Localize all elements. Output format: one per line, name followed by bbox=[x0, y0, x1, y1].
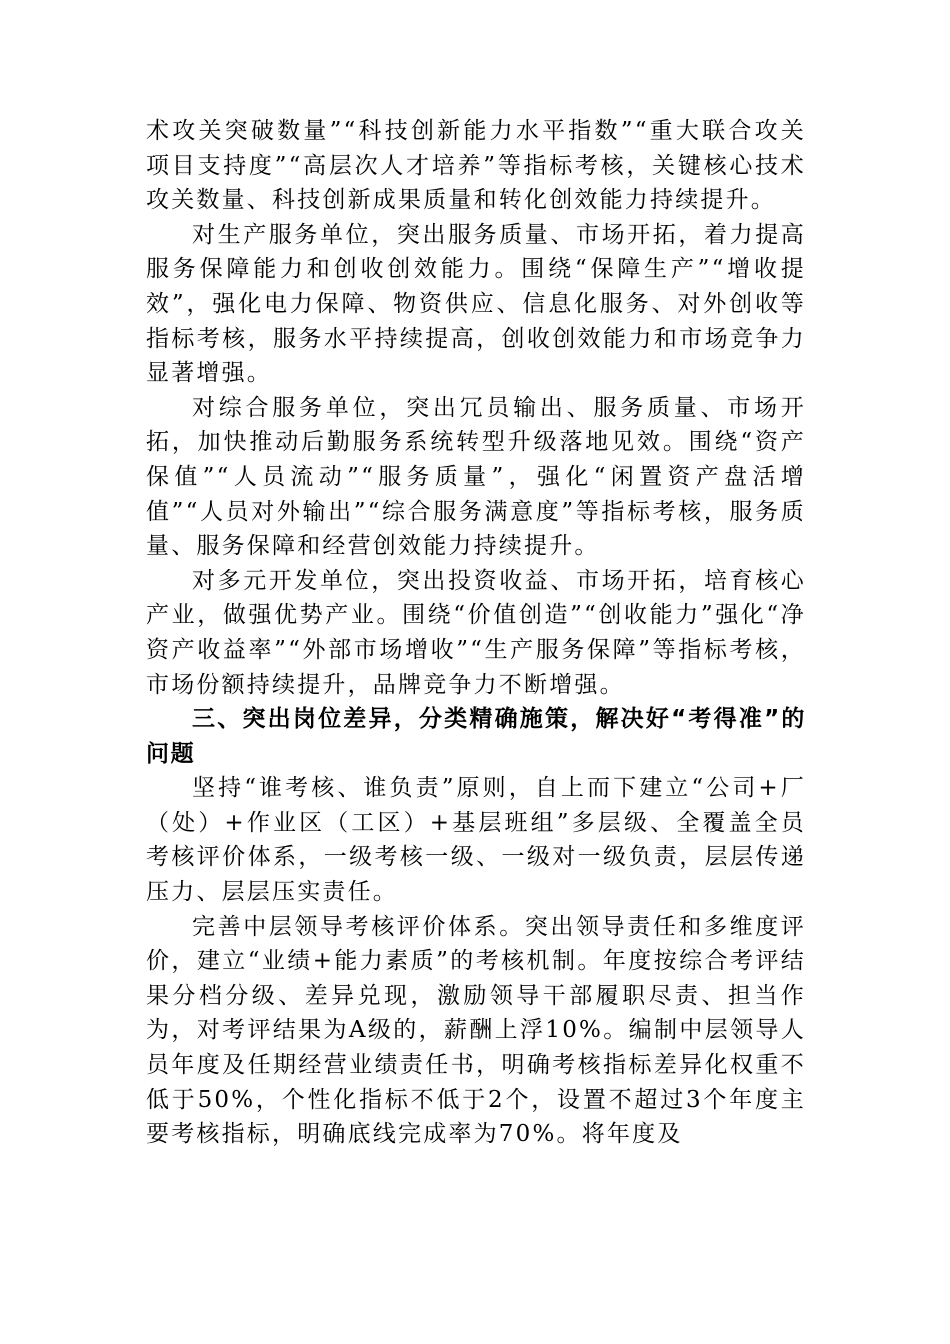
paragraph-responsibility-principle: 坚持“谁考核、谁负责”原则，自上而下建立“公司+厂（处）+作业区（工区）+基层班组”多层级、全覆盖全员考核评价体系，一级考核一级、一级对一级负责，层层传递压力、层层压实责任。 bbox=[146, 775, 806, 906]
paragraph-continued: 术攻关突破数量”“科技创新能力水平指数”“重大联合攻关项目支持度”“高层次人才培养”等指标考核，关键核心技术攻关数量、科技创新成果质量和转化创效能力持续提升。 bbox=[146, 118, 806, 214]
paragraph-production-service-units: 对生产服务单位，突出服务质量、市场开拓，着力提高服务保障能力和创收创效能力。围绕“保障生产”“增收提效”，强化电力保障、物资供应、信息化服务、对外创收等指标考核，服务水平持续提高，创收创效能力和市场竞争力显著增强。 bbox=[146, 221, 806, 387]
document-page bbox=[146, 114, 806, 1152]
paragraph-comprehensive-service-units: 对综合服务单位，突出冗员输出、服务质量、市场开拓，加快推动后勤服务系统转型升级落地见效。围绕“资产保值”“人员流动”“服务质量”，强化“闲置资产盘活增值”“人员对外输出”“综合服务满意度”等指标考核，服务质量、服务保障和经营创效能力持续提升。 bbox=[146, 394, 806, 560]
section-heading-three: 三、突出岗位差异，分类精确施策，解决好“考得准”的问题 bbox=[146, 706, 806, 767]
paragraph-diversified-development-units: 对多元开发单位，突出投资收益、市场开拓，培育核心产业，做强优势产业。围绕“价值创造”“创收能力”强化“净资产收益率”“外部市场增收”“生产服务保障”等指标考核，市场份额持续提升，品牌竞争力不断增强。 bbox=[146, 567, 806, 698]
paragraph-middle-management-evaluation: 完善中层领导考核评价体系。突出领导责任和多维度评价，建立“业绩+能力素质”的考核机制。年度按综合考评结果分档分级、差异兑现，激励领导干部履职尽责、担当作为，对考评结果为A级的，薪酬上浮10%。编制中层领导人员年度及任期经营业绩责任书，明确考核指标差异化权重不低于50%，个性化指标不低于2个，设置不超过3个年度主要考核指标，明确底线完成率为70%。将年度及 bbox=[146, 913, 806, 1148]
